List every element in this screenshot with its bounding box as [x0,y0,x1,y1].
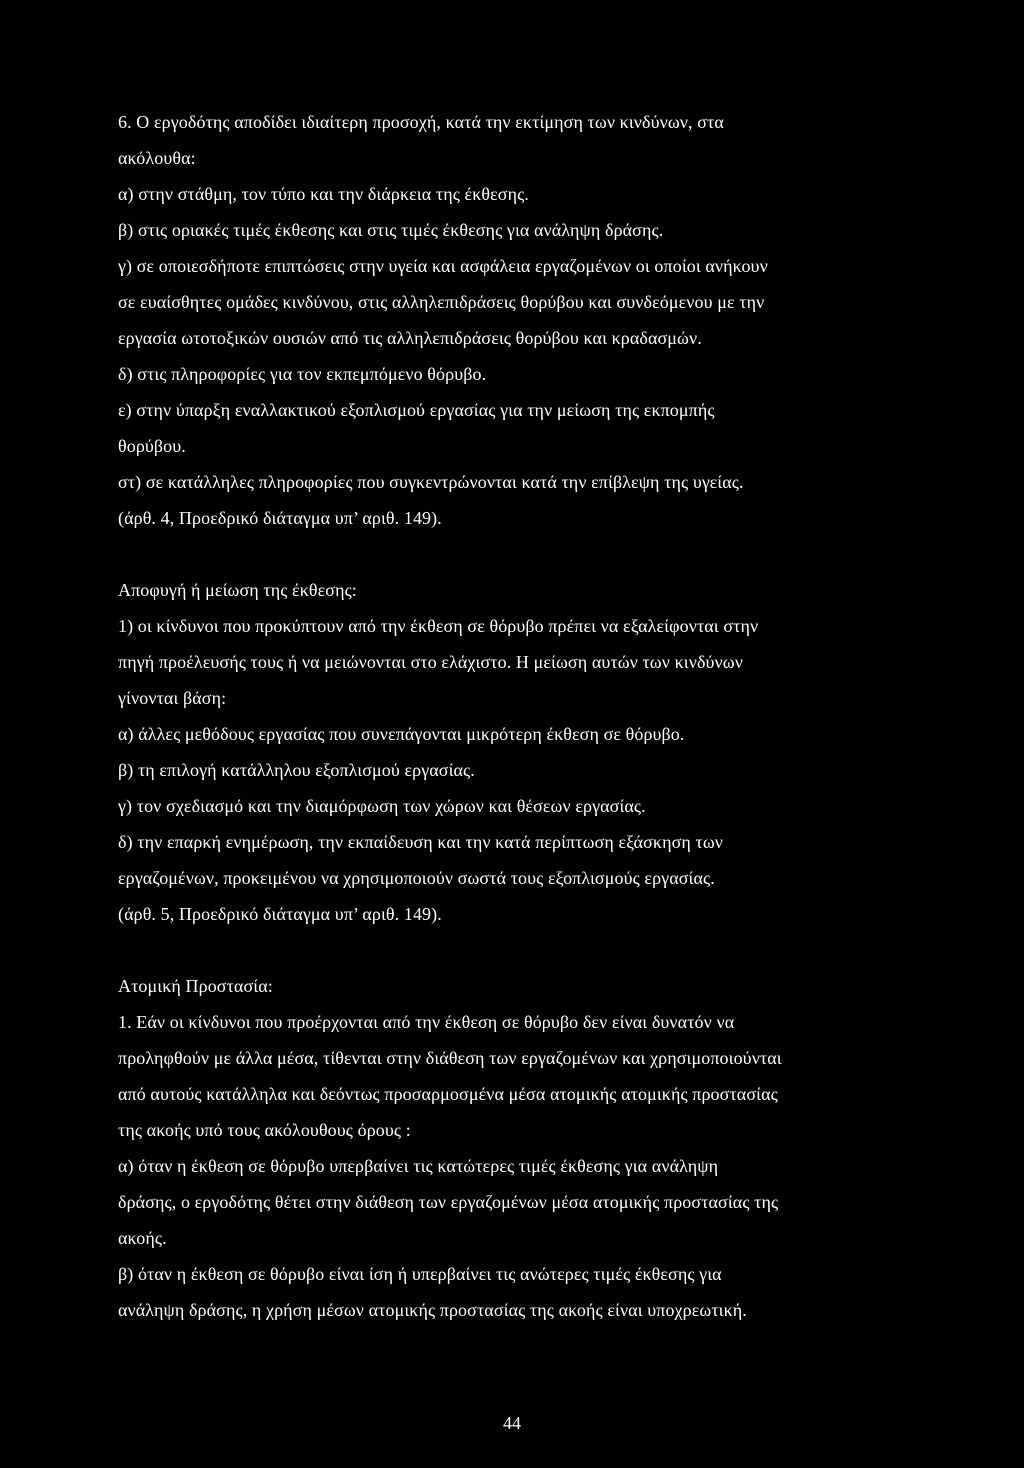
section-heading: Αποφυγή ή μείωση της έκθεσης: [118,580,357,600]
text-line: δράσης, ο εργοδότης θέτει στην διάθεση των εργαζομένων μέσα ατομικής προστασίας της [118,1192,779,1212]
text-line: δ) την επαρκή ενημέρωση, την εκπαίδευση και την κατά περίπτωση εξάσκηση των [118,832,724,852]
text-line: γ) σε οποιεσδήποτε επιπτώσεις στην υγεία και ασφάλεια εργαζομένων οι οποίοι ανήκουν [118,256,768,276]
paragraph-gap [118,932,918,968]
text-line: (άρθ. 5, Προεδρικό διάταγμα υπ’ αριθ. 149). [118,904,442,924]
text-line: γίνονται βάση: [118,688,227,708]
text-line: 1. Εάν οι κίνδυνοι που προέρχονται από την έκθεση σε θόρυβο δεν είναι δυνατόν να [118,1012,735,1032]
text-line: ακοής. [118,1228,167,1248]
section-risk-assessment [118,104,918,536]
text-line: (άρθ. 4, Προεδρικό διάταγμα υπ’ αριθ. 149). [118,508,442,528]
text-line: γ) τον σχεδιασμό και την διαμόρφωση των χώρων και θέσεων εργασίας. [118,796,646,816]
text-line: 1) οι κίνδυνοι που προκύπτουν από την έκθεση σε θόρυβο πρέπει να εξαλείφονται στην [118,616,759,636]
text-line: β) όταν η έκθεση σε θόρυβο είναι ίση ή υπερβαίνει τις ανώτερες τιμές έκθεσης για [118,1264,722,1284]
text-line: από αυτούς κατάλληλα και δεόντως προσαρμοσμένα μέσα ατομικής ατομικής προστασίας [118,1084,778,1104]
page-number: 44 [503,1413,521,1433]
text-line: β) τη επιλογή κατάλληλου εξοπλισμού εργασίας. [118,760,475,780]
text-line: πηγή προέλευσής τους ή να μειώνονται στο ελάχιστο. Η μείωση αυτών των κινδύνων [118,652,743,672]
text-line: ανάληψη δράσης, η χρήση μέσων ατομικής προστασίας της ακοής είναι υποχρεωτική. [118,1300,747,1320]
section-personal-protection [118,968,918,1328]
text-line: δ) στις πληροφορίες για τον εκπεμπόμενο θόρυβο. [118,364,487,384]
text-line: προληφθούν με άλλα μέσα, τίθενται στην διάθεση των εργαζομένων και χρησιμοποιούνται [118,1048,782,1068]
document-page [118,104,918,1328]
text-line: θορύβου. [118,436,186,456]
paragraph-gap [118,536,918,572]
text-line: α) όταν η έκθεση σε θόρυβο υπερβαίνει τις κατώτερες τιμές έκθεσης για ανάληψη [118,1156,719,1176]
text-line: της ακοής υπό τους ακόλουθους όρους : [118,1120,411,1140]
text-line: ακόλουθα: [118,148,196,168]
section-exposure-reduction [118,572,918,932]
text-line: ε) στην ύπαρξη εναλλακτικού εξοπλισμού εργασίας για την μείωση της εκπομπής [118,400,715,420]
text-line: σε ευαίσθητες ομάδες κινδύνου, στις αλληλεπιδράσεις θορύβου και συνδεόμενου με την [118,292,765,312]
text-line: εργαζομένων, προκειμένου να χρησιμοποιούν σωστά τους εξοπλισμούς εργασίας. [118,868,715,888]
text-line: στ) σε κατάλληλες πληροφορίες που συγκεντρώνονται κατά την επίβλεψη της υγείας. [118,472,744,492]
text-line: β) στις οριακές τιμές έκθεσης και στις τιμές έκθεσης για ανάληψη δράσης. [118,220,664,240]
text-line: α) στην στάθμη, τον τύπο και την διάρκεια της έκθεσης. [118,184,529,204]
text-line: εργασία ωτοτοξικών ουσιών από τις αλληλεπιδράσεις θορύβου και κραδασμών. [118,328,702,348]
text-line: α) άλλες μεθόδους εργασίας που συνεπάγονται μικρότερη έκθεση σε θόρυβο. [118,724,685,744]
section-heading: Ατομική Προστασία: [118,976,273,996]
text-line: 6. Ο εργοδότης αποδίδει ιδιαίτερη προσοχή, κατά την εκτίμηση των κινδύνων, στα [118,112,724,132]
